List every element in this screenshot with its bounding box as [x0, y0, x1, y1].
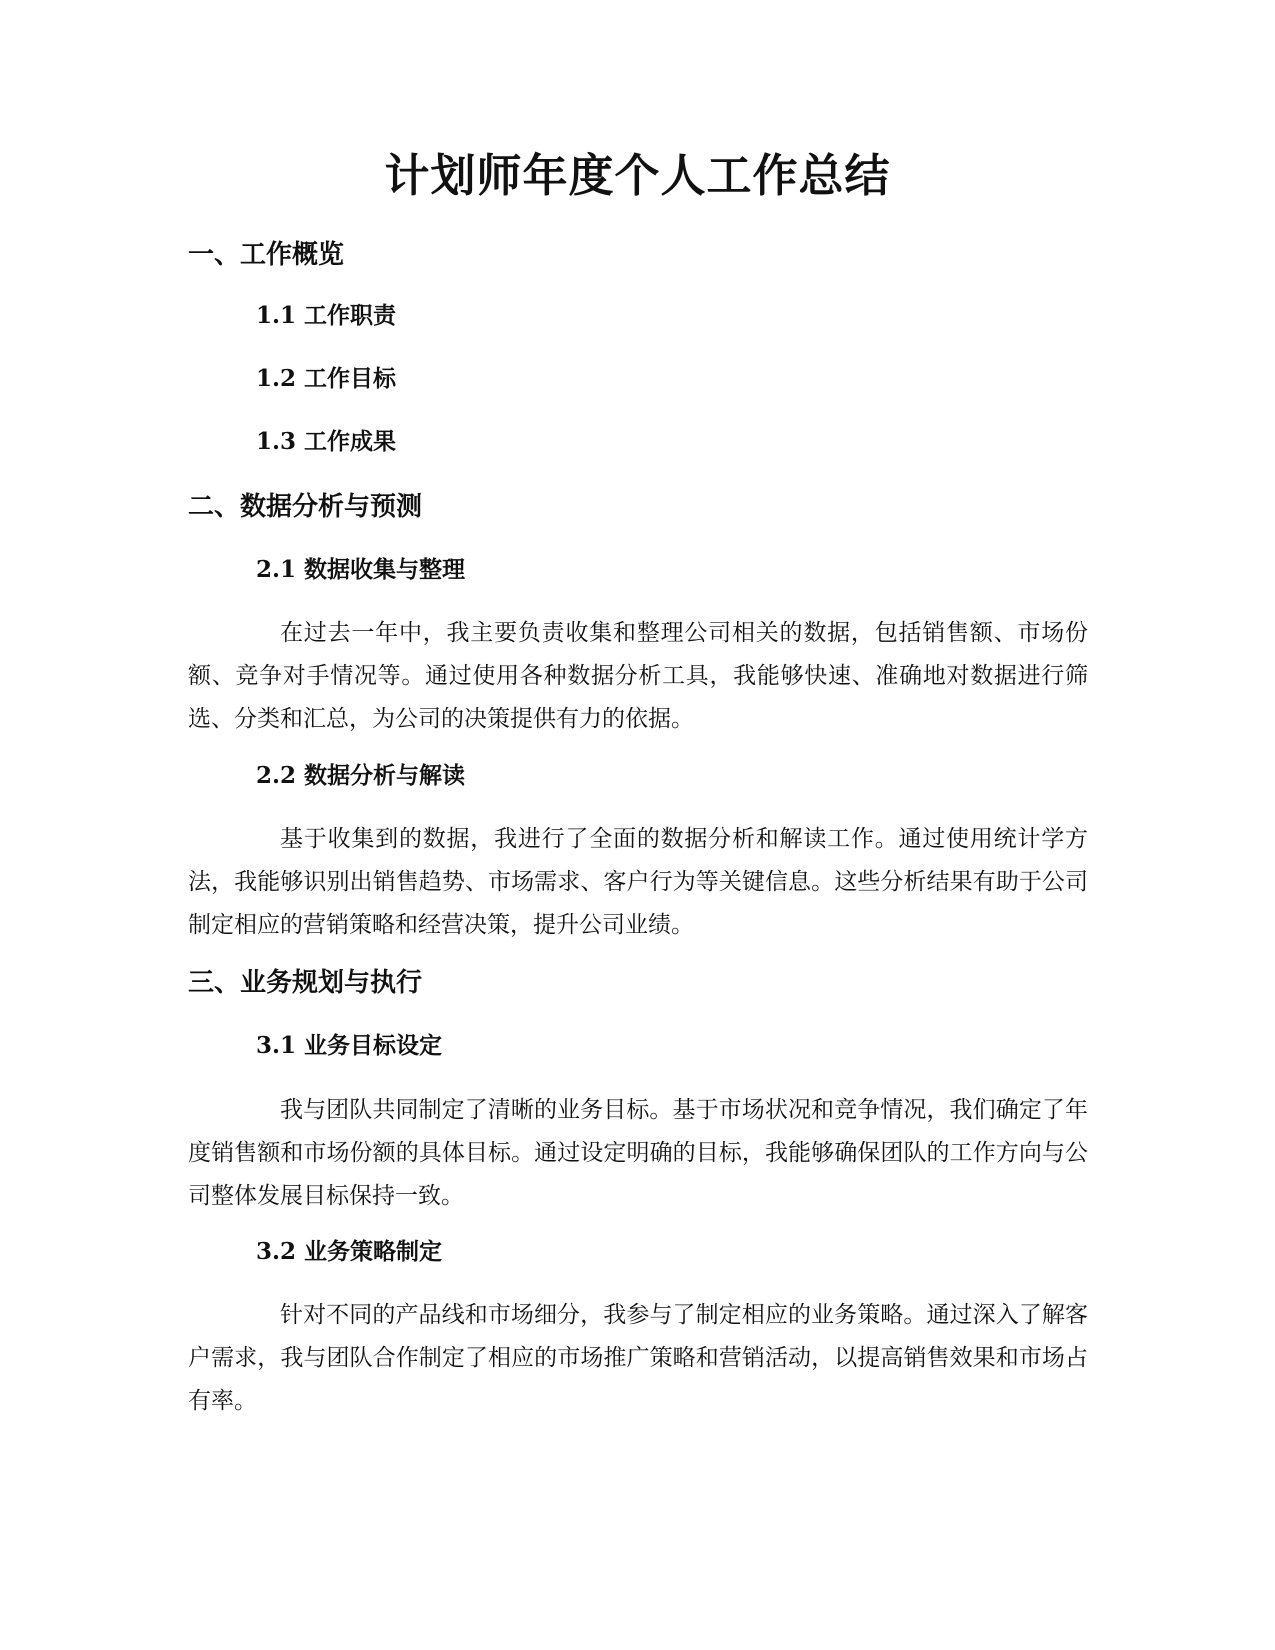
- section-heading-2: 二、数据分析与预测: [188, 492, 423, 522]
- subsection-heading-1-1: 1.1 工作职责: [256, 302, 397, 329]
- subsection-heading-3-1: 3.1 业务目标设定: [256, 1032, 443, 1059]
- section-heading-3: 三、业务规划与执行: [188, 968, 423, 998]
- paragraph-3-1: 我与团队共同制定了清晰的业务目标。基于市场状况和竞争情况，我们确定了年度销售额和市场份额的具体目标。通过设定明确的目标，我能够确保团队的工作方向与公司整体发展目标保持一致。: [188, 1097, 1088, 1209]
- subsection-heading-3-2: 3.2 业务策略制定: [256, 1238, 443, 1265]
- subsection-heading-2-1: 2.1 数据收集与整理: [256, 556, 466, 583]
- subsection-heading-2-2: 2.2 数据分析与解读: [256, 762, 466, 789]
- section-heading-1: 一、工作概览: [188, 240, 345, 270]
- paragraph-2-2: 基于收集到的数据，我进行了全面的数据分析和解读工作。通过使用统计学方法，我能够识别出销售趋势、市场需求、客户行为等关键信息。这些分析结果有助于公司制定相应的营销策略和经营决策，提升公司业绩。: [188, 826, 1088, 938]
- subsection-heading-1-3: 1.3 工作成果: [256, 428, 397, 455]
- paragraph-2-1: 在过去一年中，我主要负责收集和整理公司相关的数据，包括销售额、市场份额、竞争对手情况等。通过使用各种数据分析工具，我能够快速、准确地对数据进行筛选、分类和汇总，为公司的决策提供有力的依据。: [188, 620, 1088, 732]
- paragraph-3-2: 针对不同的产品线和市场细分，我参与了制定相应的业务策略。通过深入了解客户需求，我与团队合作制定了相应的市场推广策略和营销活动，以提高销售效果和市场占有率。: [188, 1302, 1088, 1414]
- subsection-heading-1-2: 1.2 工作目标: [256, 365, 397, 392]
- document-title: 计划师年度个人工作总结: [384, 149, 891, 202]
